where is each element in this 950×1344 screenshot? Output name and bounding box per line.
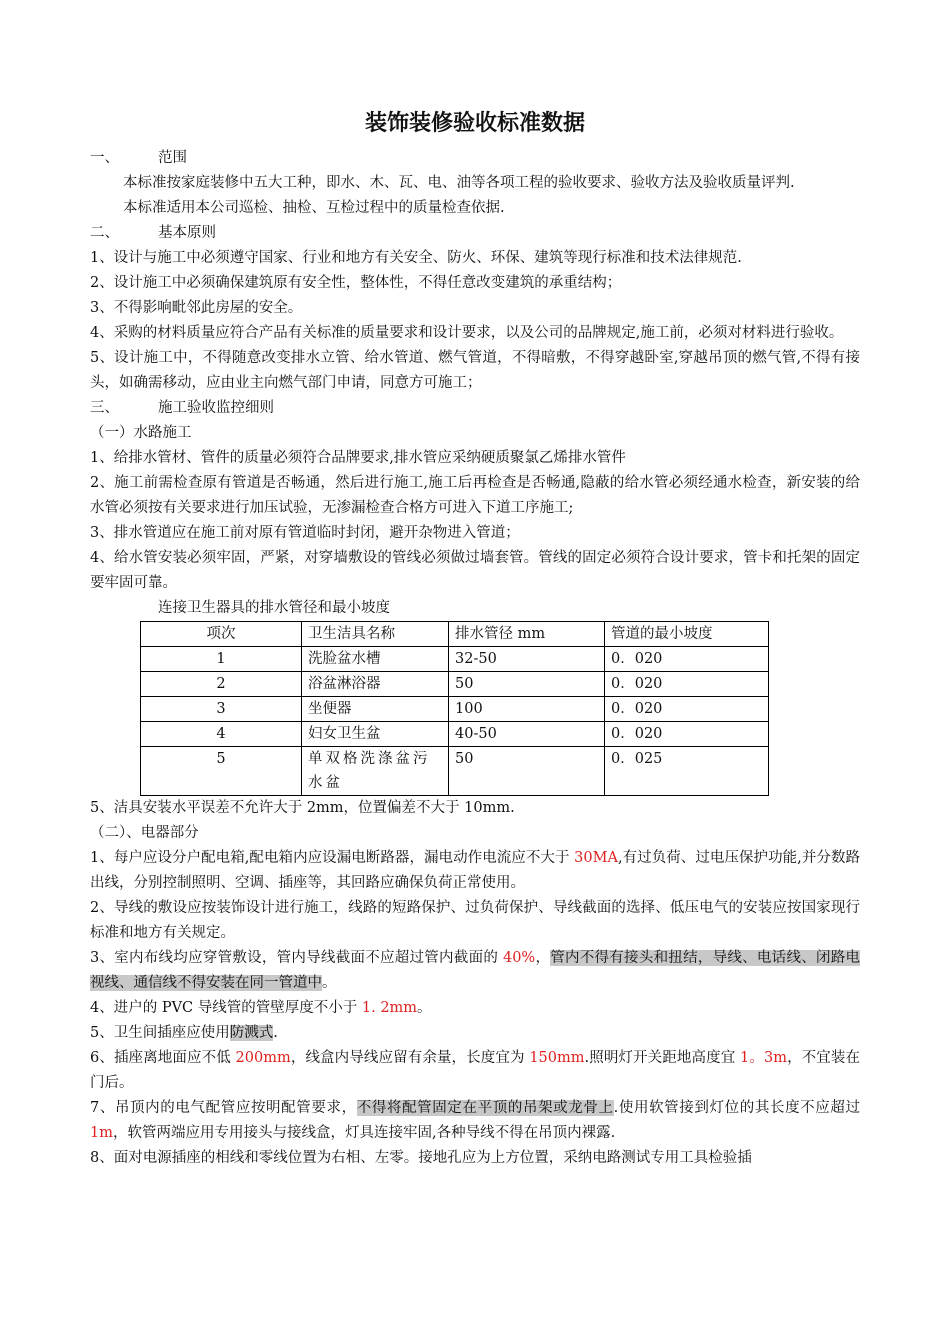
section-number: 一、 [90, 150, 119, 166]
shaded-text: 不得将配管固定在平顶的吊架或龙骨上 [356, 1100, 614, 1116]
table-cell: 0．020 [605, 647, 769, 672]
section-title: 基本原则 [158, 225, 216, 241]
list-item: 4、采购的材料质量应符合产品有关标准的质量要求和设计要求，以及公司的品牌规定,施工前，必须对材料进行验收。 [90, 325, 844, 341]
table-header-row [141, 622, 769, 647]
page-title: 装饰装修验收标准数据 [364, 110, 585, 136]
paragraph: 本标准适用本公司巡检、抽检、互检过程中的质量检查依据. [123, 200, 505, 216]
subsection-title: （二）、电器部分 [90, 825, 199, 841]
list-item: 3、室内布线均应穿管敷设，管内导线截面不应超过管内截面的 40%，管内不得有接头和扭结，导线、电话线、闭路电视线、通信线不得安装在同一管道中。 [90, 950, 860, 991]
highlight-value: 1m [90, 1125, 113, 1141]
list-item: 5、卫生间插座应使用防溅式. [90, 1025, 278, 1041]
highlight-value: 40% [502, 950, 536, 966]
table-cell: 2 [141, 672, 302, 697]
table-header-cell: 管道的最小坡度 [605, 622, 769, 647]
highlight-value: 1. 2mm [361, 1000, 418, 1016]
table-cell: 1 [141, 647, 302, 672]
table-cell: 0．020 [605, 697, 769, 722]
paragraph: 本标准按家庭装修中五大工种，即水、木、瓦、电、油等各项工程的验收要求、验收方法及验收质量评判. [123, 175, 795, 191]
list-item: 6、插座离地面应不低 200mm，线盒内导线应留有余量，长度宜为 150mm.照明灯开关距地高度宜 1。3m，不宜装在门后。 [90, 1050, 860, 1091]
section-title: 范围 [158, 150, 187, 166]
table-header-cell: 卫生洁具名称 [302, 622, 449, 647]
list-item: 1、设计与施工中必须遵守国家、行业和地方有关安全、防火、环保、建筑等现行标准和技术法律规范. [90, 250, 742, 266]
section-3-heading [90, 396, 860, 421]
section-2-heading [90, 221, 860, 246]
table-cell: 0．025 [605, 747, 769, 796]
table-cell: 坐便器 [302, 697, 449, 722]
table-caption: 连接卫生器具的排水管径和最小坡度 [158, 600, 390, 616]
table-cell: 单双格洗涤盆污水盆 [302, 747, 449, 796]
table-cell: 32-50 [449, 647, 605, 672]
highlight-value: 200mm [235, 1050, 291, 1066]
table-cell: 50 [449, 672, 605, 697]
table-cell: 40-50 [449, 722, 605, 747]
table-cell: 妇女卫生盆 [302, 722, 449, 747]
shaded-text: 防溅式 [229, 1025, 274, 1041]
table-row [141, 747, 769, 796]
highlight-value: 30MA [574, 850, 618, 866]
list-item: 3、排水管道应在施工前对原有管道临时封闭，避开杂物进入管道； [90, 525, 520, 541]
table-cell: 4 [141, 722, 302, 747]
table-row [141, 722, 769, 747]
table-cell: 0．020 [605, 672, 769, 697]
drainage-table [140, 621, 769, 796]
list-item: 2、施工前需检查原有管道是否畅通，然后进行施工,施工后再检查是否畅通,隐蔽的给水管必须经通水检查，新安装的给水管必须按有关要求进行加压试验，无渗漏检查合格方可进入下道工序施工; [90, 475, 860, 516]
list-item: 2、导线的敷设应按装饰设计进行施工，线路的短路保护、过负荷保护、导线截面的选择、低压电气的安装应按国家现行标准和地方有关规定。 [90, 900, 860, 941]
list-item: 1、给排水管材、管件的质量必须符合品牌要求,排水管应采纳硬质聚氯乙烯排水管件 [90, 450, 626, 466]
section-1-heading [90, 146, 860, 171]
section-number: 三、 [90, 400, 119, 416]
table-cell: 浴盆淋浴器 [302, 672, 449, 697]
shaded-text: 管内不得有接头和扭结，导线、电话线、闭路电视线、通信线不得安装在同一管道中 [90, 950, 860, 991]
table-header-cell: 排水管径 mm [449, 622, 605, 647]
list-item: 1、每户应设分户配电箱,配电箱内应设漏电断路器，漏电动作电流应不大于 30MA,有过负荷、过电压保护功能,并分数路出线，分别控制照明、空调、插座等，其回路应确保负荷正常使用。 [90, 850, 860, 891]
list-item: 5、洁具安装水平误差不允许大于 2mm，位置偏差不大于 10mm. [90, 800, 515, 816]
list-item: 2、设计施工中必须确保建筑原有安全性，整体性，不得任意改变建筑的承重结构； [90, 275, 622, 291]
table-row [141, 697, 769, 722]
section-title: 施工验收监控细则 [158, 400, 274, 416]
highlight-value: 1。3m [740, 1050, 787, 1066]
table-cell: 3 [141, 697, 302, 722]
document-page [90, 108, 860, 1171]
table-cell: 50 [449, 747, 605, 796]
list-item: 4、进户的 PVC 导线管的管壁厚度不小于 1. 2mm。 [90, 1000, 432, 1016]
list-item: 7、吊顶内的电气配管应按明配管要求，不得将配管固定在平顶的吊架或龙骨上.使用软管接到灯位的其长度不应超过 1m，软管两端应用专用接头与接线盒，灯具连接牢固,各种导线不得在吊顶内裸露. [90, 1100, 861, 1141]
table-cell: 洗脸盆水槽 [302, 647, 449, 672]
table-row [141, 647, 769, 672]
table-cell: 0．020 [605, 722, 769, 747]
subsection-title: （一）水路施工 [90, 425, 192, 441]
list-item: 4、给水管安装必须牢固，严紧，对穿墙敷设的管线必须做过墙套管。管线的固定必须符合设计要求，管卡和托架的固定要牢固可靠。 [90, 550, 860, 591]
table-header-cell: 项次 [141, 622, 302, 647]
list-item: 3、不得影响毗邻此房屋的安全。 [90, 300, 303, 316]
list-item: 8、面对电源插座的相线和零线位置为右相、左零。接地孔应为上方位置，采纳电路测试专用工具检验插 [90, 1150, 752, 1166]
table-row [141, 672, 769, 697]
table-cell: 100 [449, 697, 605, 722]
table-cell: 5 [141, 747, 302, 796]
section-number: 二、 [90, 225, 119, 241]
highlight-value: 150mm [529, 1050, 585, 1066]
list-item: 5、设计施工中，不得随意改变排水立管、给水管道、燃气管道，不得暗敷，不得穿越卧室,穿越吊顶的燃气管,不得有接头，如确需移动，应由业主向燃气部门申请，同意方可施工； [90, 350, 860, 391]
